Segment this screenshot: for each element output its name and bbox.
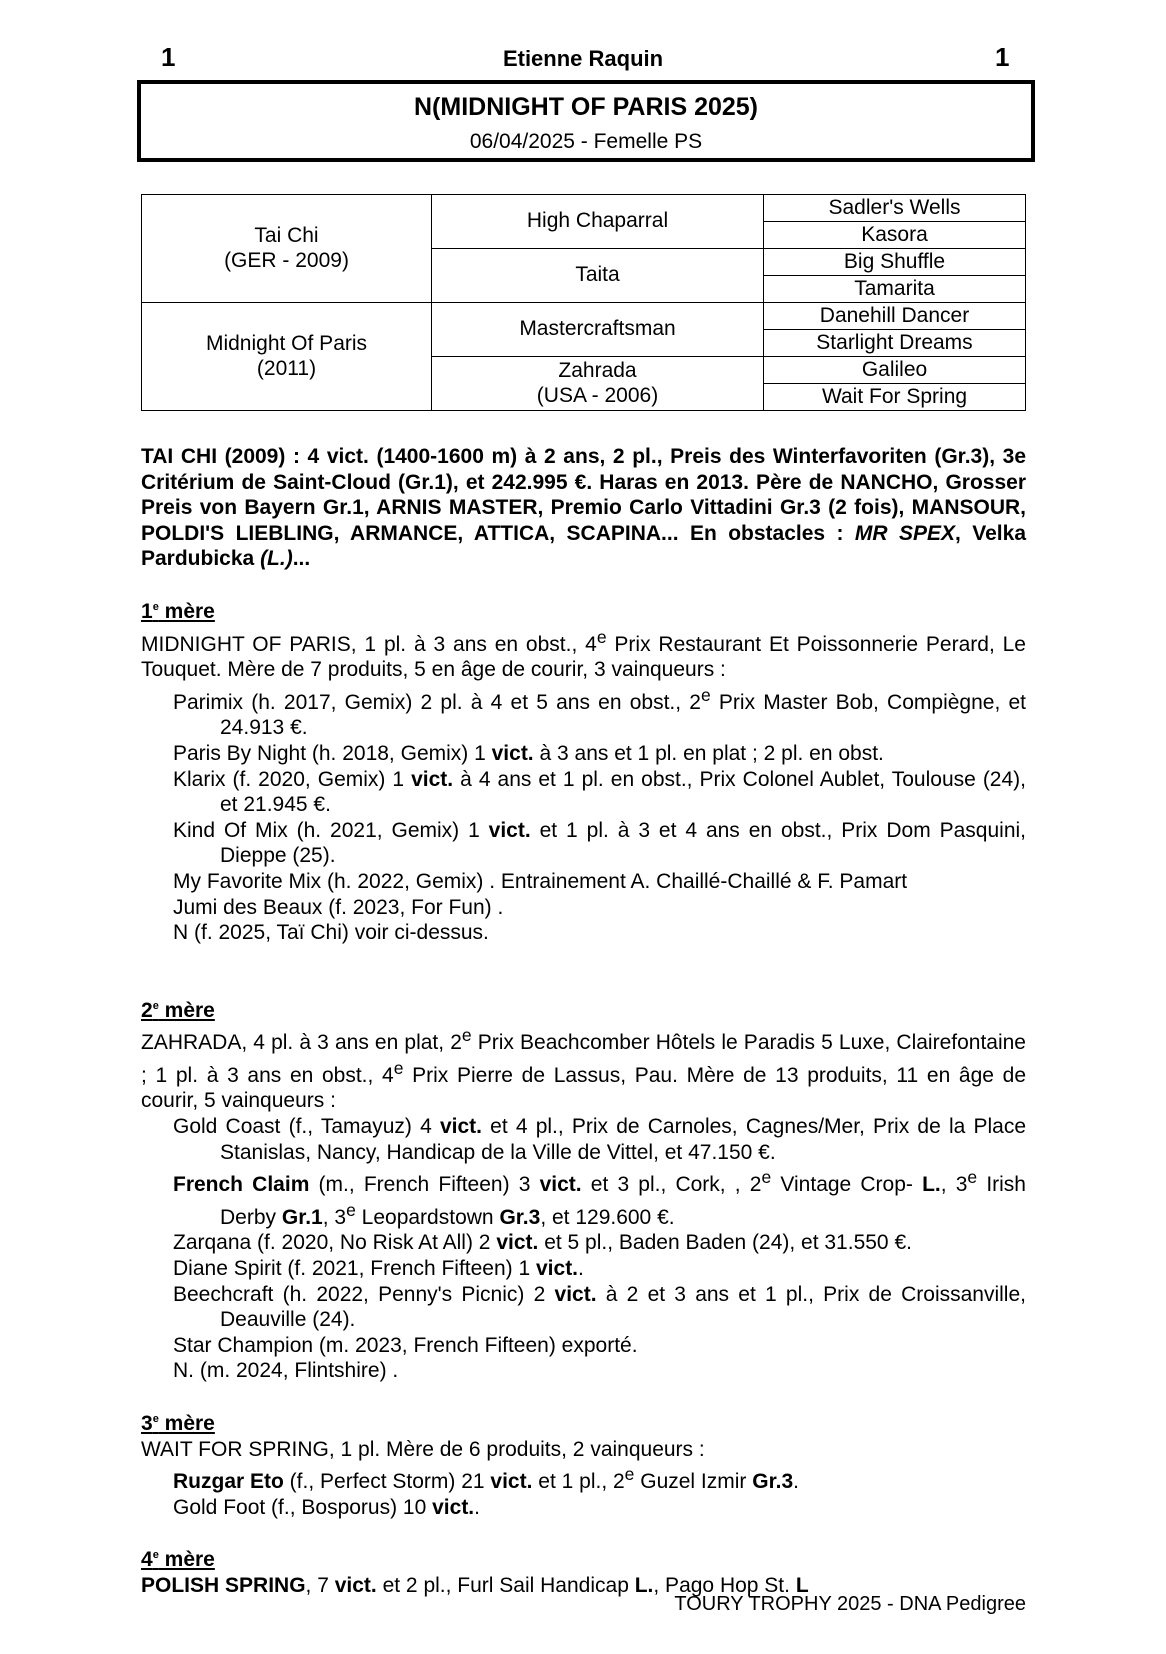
heading-word: mère xyxy=(158,998,215,1022)
intro-sup: e xyxy=(596,626,607,647)
entry-text: Leopardstown xyxy=(355,1205,500,1229)
intro-sup: e xyxy=(461,1025,472,1046)
offspring-entry: My Favorite Mix (h. 2022, Gemix) . Entrainement A. Chaillé-Chaillé & F. Pamart xyxy=(173,869,908,893)
intro-text: MIDNIGHT OF PARIS, 1 pl. à 3 ans en obst., 4 xyxy=(141,632,597,656)
entry-text: et 1 pl. à 3 et 4 ans en obst., Prix Dom Pasquini, Dieppe (25). xyxy=(220,818,1026,868)
offspring-entry xyxy=(141,1282,1026,1333)
entry-text: Gold Foot (f., Bosporus) 10 xyxy=(173,1495,433,1519)
entry-text: et 2 pl., Furl Sail Handicap xyxy=(376,1573,635,1597)
entry-text: Guzel Izmir xyxy=(634,1470,753,1494)
entry-bold: vict. xyxy=(554,1282,597,1306)
horse-title-box xyxy=(137,80,1035,162)
stallion-text-2: , Velka Pardubicka xyxy=(141,521,1027,571)
entry-text: Zarqana (f. 2020, No Risk At All) 2 xyxy=(173,1231,497,1255)
pedigree-table xyxy=(141,194,1026,411)
intro-text: Prix Restaurant Et Poissonnerie Perard, Le Touquet. Mère de 7 produits, 5 en âge de courir, 3 vainqueurs : xyxy=(141,632,1026,682)
entry-text: Klarix (f. 2020, Gemix) 1 xyxy=(173,767,412,791)
pedigree-dam-dam xyxy=(432,357,764,411)
entry-text: (f., Perfect Storm) 21 xyxy=(283,1470,491,1494)
offspring-entry: Star Champion (m. 2023, French Fifteen) exporté. xyxy=(173,1333,638,1357)
entry-text: , 3 xyxy=(940,1173,968,1197)
entry-bold: Gr.3 xyxy=(752,1470,794,1494)
entry-bold: vict. xyxy=(496,1231,539,1255)
entry-text: . xyxy=(793,1470,799,1494)
entry-text: Diane Spirit (f. 2021, French Fifteen) 1 xyxy=(173,1257,536,1281)
entry-bold: vict. xyxy=(488,818,531,842)
stallion-italic-1: MR SPEX xyxy=(854,521,956,545)
entry-text: et 5 pl., Baden Baden (24), et 31.550 €. xyxy=(538,1231,912,1255)
sire-name: Tai Chi xyxy=(254,224,319,248)
sire-detail: (GER - 2009) xyxy=(224,248,349,272)
entry-bold: vict. xyxy=(536,1257,579,1281)
first-dam-heading xyxy=(141,595,1026,625)
horse-subtitle: 06/04/2025 - Femelle PS xyxy=(469,130,703,153)
entry-text: et 1 pl., 2 xyxy=(532,1470,625,1494)
offspring-entry xyxy=(141,1230,1026,1256)
first-dam-section xyxy=(141,595,1026,946)
entry-text: à 4 ans et 1 pl. en obst., Prix Colonel Aublet, Toulouse (24), et 21.945 €. xyxy=(220,767,1026,817)
offspring-entry xyxy=(141,683,1026,741)
entry-bold: Gr.1 xyxy=(281,1205,323,1229)
intro-text: ZAHRADA, 4 pl. à 3 ans en plat, 2 xyxy=(141,1031,462,1055)
entry-text: à 3 ans et 1 pl. en plat ; 2 pl. en obst. xyxy=(533,741,884,765)
stallion-text-1: TAI CHI (2009) : 4 vict. (1400-1600 m) à 2 ans, 2 pl., Preis des Winterfavoriten (Gr.3), 3e Critérium de Saint-Cloud (Gr.1), et 242.995 €. Haras en 2013. Père de NANCHO, Grosser Preis von Bayern Gr.1, ARNIS MASTER, Premio Carlo Vittadini Gr.3 (2 fois), MANSOUR, POLDI'S LIEBLING, ARMANCE, ATTICA, SCAPINA... En obstacles : xyxy=(141,445,1026,545)
intro-text: Prix Pierre de Lassus, Pau. Mère de 13 produits, 11 en âge de courir, 5 vainqueurs : xyxy=(141,1063,1026,1113)
black-type-name: French Claim xyxy=(173,1173,310,1197)
entry-bold: vict. xyxy=(439,1115,482,1139)
black-type-name: POLISH SPRING xyxy=(141,1573,306,1597)
black-type-name: Ruzgar Eto xyxy=(173,1470,284,1494)
pedigree-dam-sire: Mastercraftsman xyxy=(432,303,764,357)
stallion-italic-2: (L.) xyxy=(260,547,293,571)
entry-text: Prix Master Bob, Compiègne, et 24.913 €. xyxy=(220,690,1027,740)
entry-text: Irish Derby xyxy=(220,1173,1026,1229)
entry-text: Kind Of Mix (h. 2021, Gemix) 1 xyxy=(173,818,489,842)
entry-bold: L. xyxy=(634,1573,654,1597)
entry-text: Gold Coast (f., Tamayuz) 4 xyxy=(173,1115,440,1139)
entry-text: et 3 pl., Cork, , 2 xyxy=(581,1173,762,1197)
heading-number: 4 xyxy=(141,1548,153,1572)
entry-text: , 3 xyxy=(322,1205,347,1229)
entry-bold: vict. xyxy=(411,767,454,791)
first-dam-intro xyxy=(141,625,1026,683)
heading-sup: e xyxy=(152,999,159,1012)
entry-sup: e xyxy=(624,1464,635,1485)
entry-sup: e xyxy=(700,684,711,705)
offspring-entry xyxy=(141,818,1026,869)
entry-text: (m., French Fifteen) 3 xyxy=(309,1173,540,1197)
third-dam-heading xyxy=(141,1407,1026,1437)
heading-sup: e xyxy=(152,1413,159,1425)
entry-bold: vict. xyxy=(490,1470,533,1494)
lot-number-left: 1 xyxy=(161,42,176,72)
intro-sup: e xyxy=(393,1057,404,1078)
heading-word: mère xyxy=(158,1412,215,1435)
heading-number: 2 xyxy=(141,998,153,1022)
offspring-entry xyxy=(141,1114,1026,1165)
entry-text: à 2 et 3 ans et 1 pl., Prix de Croissanville, Deauville (24). xyxy=(220,1282,1026,1332)
heading-number: 3 xyxy=(141,1412,153,1435)
offspring-entry: Jumi des Beaux (f. 2023, For Fun) . xyxy=(173,895,504,919)
entry-bold: L. xyxy=(922,1173,941,1197)
offspring-entry xyxy=(141,1462,1026,1495)
entry-text: Paris By Night (h. 2018, Gemix) 1 xyxy=(173,741,492,765)
pedigree-sire-sire: High Chaparral xyxy=(432,195,764,249)
pedigree-g3-4: Tamarita xyxy=(764,276,1026,303)
entry-sup: e xyxy=(967,1167,978,1188)
intro-text: Prix Beachcomber Hôtels le Paradis 5 Luxe, Clairefontaine ; 1 pl. à 3 ans en obst., 4 xyxy=(141,1031,1026,1087)
dam-dam-detail: (USA - 2006) xyxy=(536,383,659,407)
offspring-entry: N (f. 2025, Taï Chi) voir ci-dessus. xyxy=(173,921,489,945)
catalogue-body xyxy=(141,444,1026,1599)
dam-dam-name: Zahrada xyxy=(558,359,637,383)
pedigree-sire-dam: Taita xyxy=(432,249,764,303)
entry-bold: vict. xyxy=(432,1495,475,1519)
pedigree-g3-7: Galileo xyxy=(764,357,1026,384)
entry-bold: L xyxy=(795,1573,809,1597)
fourth-dam-heading xyxy=(141,1543,1026,1573)
dam-detail: (2011) xyxy=(256,356,317,380)
offspring-entry xyxy=(141,767,1026,818)
second-dam-section xyxy=(141,994,1026,1384)
stallion-text-3: ... xyxy=(292,547,311,571)
entry-text: Parimix (h. 2017, Gemix) 2 pl. à 4 et 5 ans en obst., 2 xyxy=(173,690,701,714)
offspring-entry xyxy=(141,1495,1026,1521)
entry-sup: e xyxy=(346,1199,356,1220)
dam-name: Midnight Of Paris xyxy=(205,332,368,356)
third-dam-section xyxy=(141,1407,1026,1520)
heading-sup: e xyxy=(152,600,159,613)
horse-name: N(MIDNIGHT OF PARIS 2025) xyxy=(413,93,759,121)
entry-bold: vict. xyxy=(539,1173,582,1197)
pedigree-g3-6: Starlight Dreams xyxy=(764,330,1026,357)
pedigree-g3-3: Big Shuffle xyxy=(764,249,1026,276)
pedigree-g3-2: Kasora xyxy=(764,222,1026,249)
offspring-entry: N. (m. 2024, Flintshire) . xyxy=(173,1359,399,1383)
entry-bold: vict. xyxy=(491,741,534,765)
heading-number: 1 xyxy=(141,599,153,623)
pedigree-sire xyxy=(142,195,432,303)
stallion-note xyxy=(141,444,1026,572)
entry-text: , et 129.600 €. xyxy=(540,1205,675,1229)
entry-text: Beechcraft (h. 2022, Penny's Picnic) 2 xyxy=(173,1282,555,1306)
heading-sup: e xyxy=(152,1549,159,1562)
second-dam-intro xyxy=(141,1023,1026,1114)
entry-text: . xyxy=(578,1257,584,1281)
lot-number-right: 1 xyxy=(995,42,1010,72)
pedigree-dam xyxy=(142,303,432,411)
entry-text: et 4 pl., Prix de Carnoles, Cagnes/Mer, Prix de la Place Stanislas, Nancy, Handicap de la Ville de Vittel, et 47.150 €. xyxy=(220,1115,1026,1164)
heading-word: mère xyxy=(158,1548,215,1572)
second-dam-heading xyxy=(141,994,1026,1024)
pedigree-g3-1: Sadler's Wells xyxy=(764,195,1026,222)
offspring-entry xyxy=(141,741,1026,767)
entry-text: . xyxy=(474,1495,480,1519)
pedigree-g3-5: Danehill Dancer xyxy=(764,303,1026,330)
entry-text: , 7 xyxy=(305,1573,335,1597)
offspring-entry xyxy=(141,1256,1026,1282)
consignor-name: Etienne Raquin xyxy=(502,46,664,71)
pedigree-g3-8: Wait For Spring xyxy=(764,384,1026,411)
heading-word: mère xyxy=(158,599,215,623)
entry-sup: e xyxy=(761,1167,772,1188)
page-footer: TOURY TROPHY 2025 - DNA Pedigree xyxy=(674,1593,1026,1615)
third-dam-intro: WAIT FOR SPRING, 1 pl. Mère de 6 produits, 2 vainqueurs : xyxy=(141,1437,705,1461)
entry-text: , Pago Hop St. xyxy=(653,1573,796,1597)
entry-bold: vict. xyxy=(334,1573,377,1597)
fourth-dam-section xyxy=(141,1543,1026,1598)
offspring-entry xyxy=(141,1165,1026,1230)
entry-text: Vintage Crop- xyxy=(771,1173,923,1197)
entry-bold: Gr.3 xyxy=(499,1205,541,1229)
